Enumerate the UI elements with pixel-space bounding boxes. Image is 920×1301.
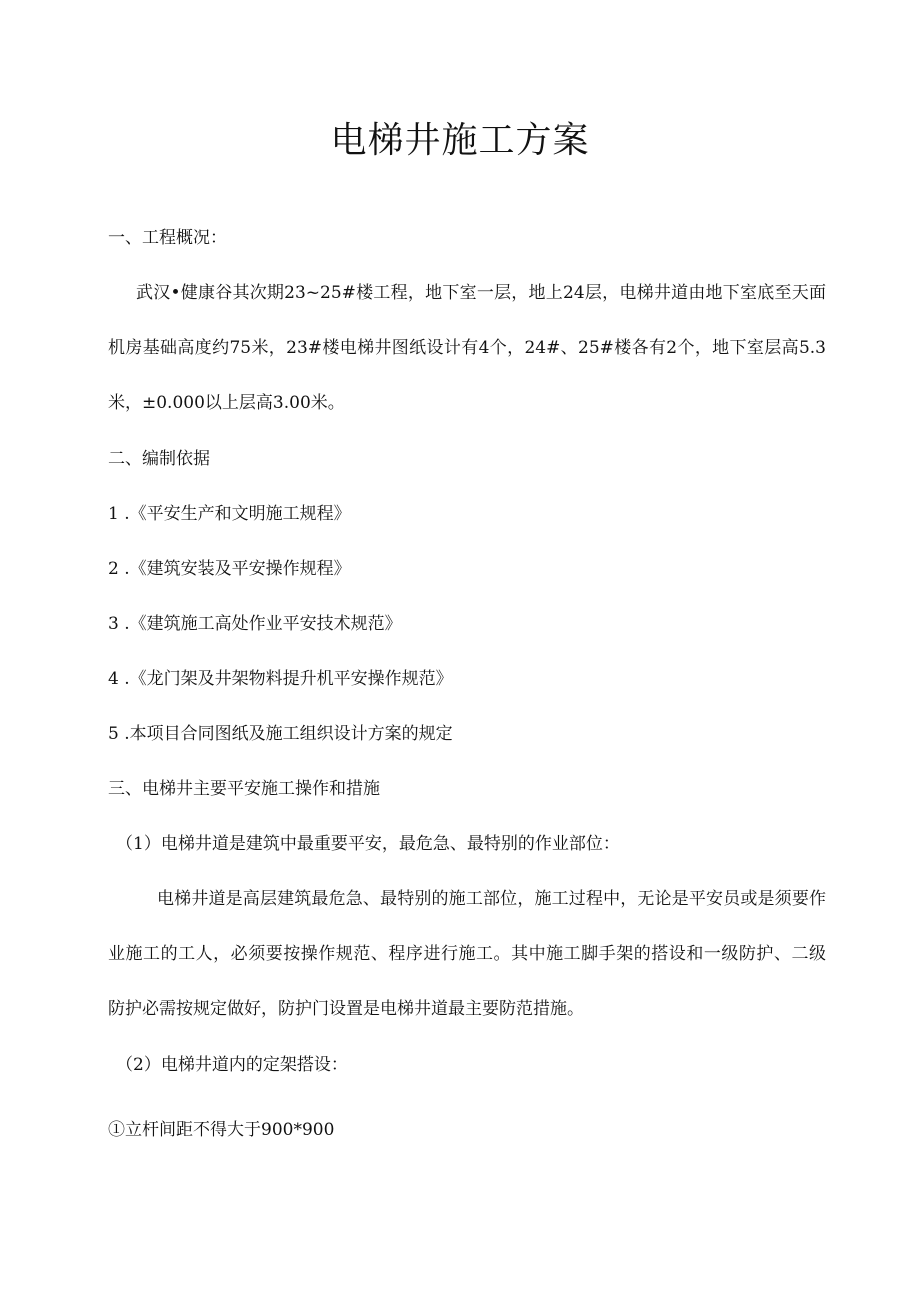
section-1-paragraph-line: 机房基础高度约75米，23#楼电梯井图纸设计有4个，24#、25#楼各有2个，地下室层高5.3 — [108, 338, 826, 358]
reference-item: 5 .本项目合同图纸及施工组织设计方案的规定 — [108, 724, 453, 744]
reference-item: 1 .《平安生产和文明施工规程》 — [108, 504, 351, 524]
reference-item: 3 .《建筑施工高处作业平安技术规范》 — [108, 614, 402, 634]
list-item: ①立杆间距不得大于900*900 — [108, 1120, 335, 1140]
reference-item: 2 .《建筑安装及平安操作规程》 — [108, 559, 351, 579]
reference-item: 4 .《龙门架及井架物料提升机平安操作规范》 — [108, 669, 453, 689]
section-3-paragraph-line: 业施工的工人，必须要按操作规范、程序进行施工。其中施工脚手架的搭设和一级防护、二级 — [108, 944, 826, 964]
section-3-paragraph-line: 防护必需按规定做好，防护门设置是电梯井道最主要防范措施。 — [108, 999, 584, 1019]
section-3-heading: 三、电梯井主要平安施工操作和措施 — [108, 779, 380, 799]
section-3-paragraph-line: 电梯井道是高层建筑最危急、最特别的施工部位，施工过程中，无论是平安员或是须要作 — [157, 889, 826, 909]
section-2-heading: 二、编制依据 — [108, 449, 210, 469]
document-title: 电梯井施工方案 — [330, 120, 590, 161]
section-1-heading: 一、工程概况： — [108, 228, 227, 248]
subsection-1-heading: （1）电梯井道是建筑中最重要平安，最危急、最特别的作业部位： — [116, 834, 620, 854]
section-1-paragraph-line: 米，±0.000以上层高3.00米。 — [108, 393, 345, 413]
section-1-paragraph-line: 武汉•健康谷其次期23~25#楼工程，地下室一层，地上24层，电梯井道由地下室底至天面 — [136, 283, 826, 303]
subsection-2-heading: （2）电梯井道内的定架搭设： — [116, 1055, 348, 1075]
